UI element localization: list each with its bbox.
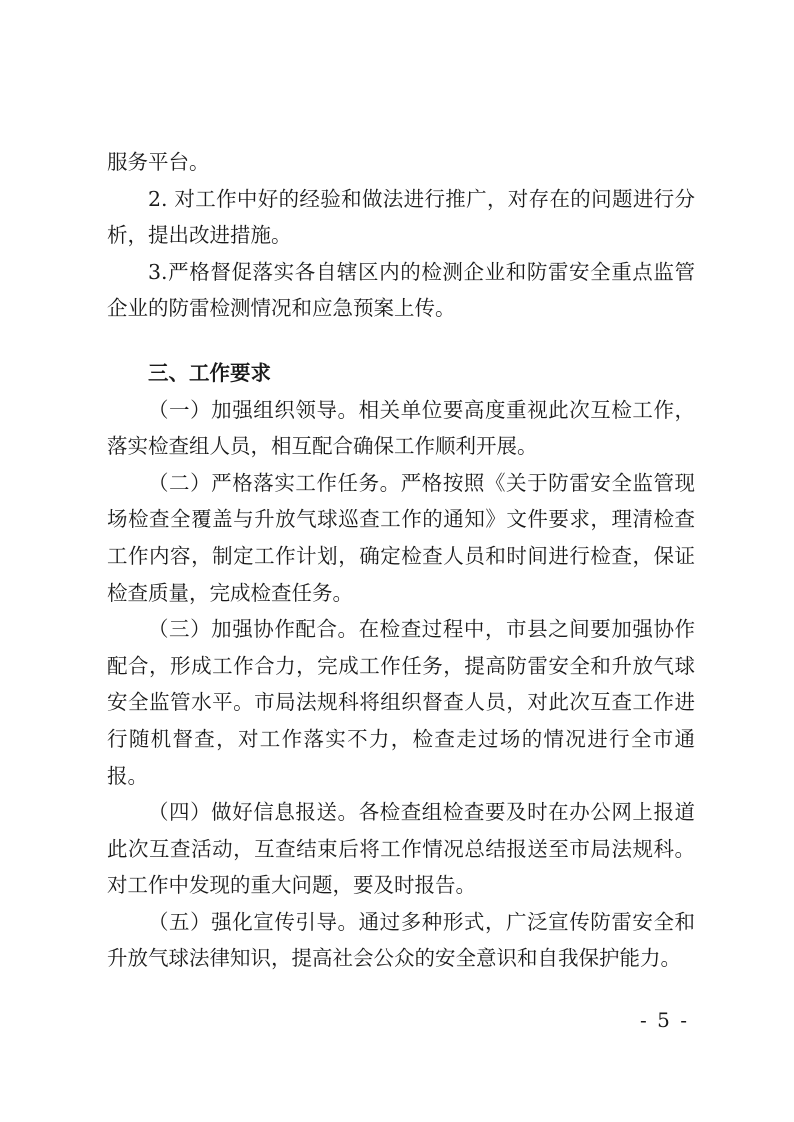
document-body [107, 144, 695, 977]
requirement-1: （一）加强组织领导。相关单位要高度重视此次互检工作，落实检查组人员，相互配合确保工作顺利开展。 [107, 397, 695, 459]
requirement-5: （五）强化宣传引导。通过多种形式，广泛宣传防雷安全和升放气球法律知识，提高社会公众的安全意识和自我保护能力。 [107, 909, 695, 971]
page-number: - 5 - [640, 1008, 689, 1032]
requirement-2: （二）严格落实工作任务。严格按照《关于防雷安全监管现场检查全覆盖与升放气球巡查工作的通知》文件要求，理清检查工作内容，制定工作计划，确定检查人员和时间进行检查，保证检查质量，完成检查任务。 [107, 470, 695, 605]
paragraph-continuation: 服务平台。 [107, 150, 210, 174]
paragraph-item-3: 3.严格督促落实各自辖区内的检测企业和防雷安全重点监管企业的防雷检测情况和应急预案上传。 [107, 259, 695, 321]
requirement-4: （四）做好信息报送。各检查组检查要及时在办公网上报道此次互查活动，互查结束后将工作情况总结报送至市局法规科。对工作中发现的重大问题，要及时报告。 [107, 800, 695, 898]
requirement-3: （三）加强协作配合。在检查过程中，市县之间要加强协作配合，形成工作合力，完成工作任务，提高防雷安全和升放气球安全监管水平。市局法规科将组织督查人员，对此次互查工作进行随机督查，对工作落实不力，检查走过场的情况进行全市通报。 [107, 617, 695, 788]
paragraph-item-2: 2. 对工作中好的经验和做法进行推广，对存在的问题进行分析，提出改进措施。 [107, 186, 695, 248]
section-heading: 三、工作要求 [148, 360, 271, 385]
